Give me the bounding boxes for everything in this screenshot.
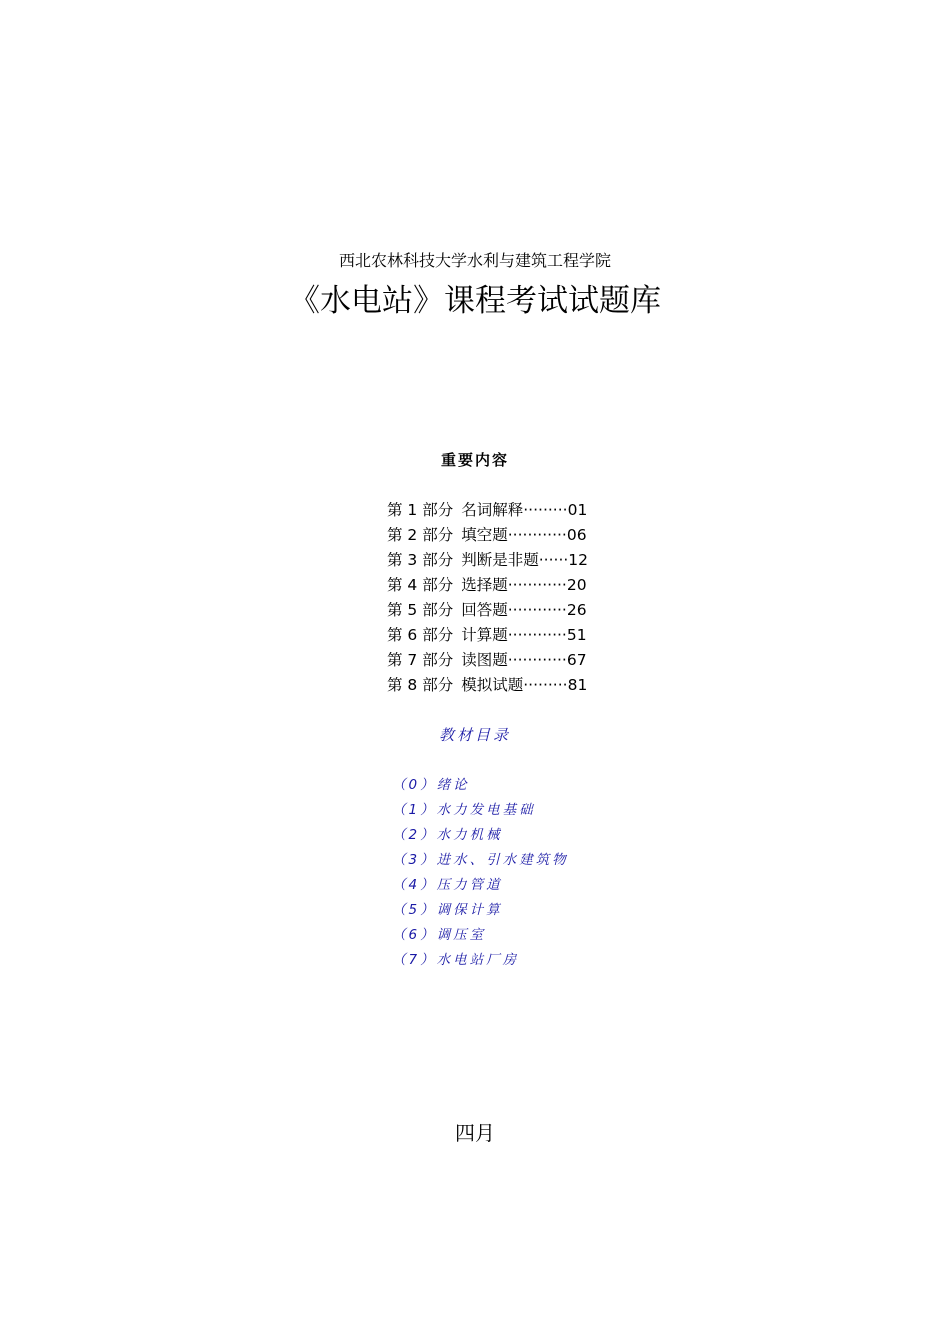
- chapter-item: （5）调保计算: [392, 902, 503, 918]
- toc-item-dots: ············: [507, 576, 567, 594]
- toc-item: [387, 523, 588, 548]
- toc-item: [387, 673, 588, 698]
- toc-item-dots: ·········: [523, 501, 568, 519]
- toc-item-page: 01: [567, 501, 588, 519]
- toc-item-page: 51: [566, 626, 587, 644]
- toc-item-part: 第 6 部分: [387, 626, 454, 644]
- toc-item-dots: ············: [507, 601, 567, 619]
- toc-item-part: 第 4 部分: [387, 576, 454, 594]
- toc-list: [387, 498, 588, 698]
- chapter-item: （0）绪论: [392, 777, 470, 793]
- toc-item-part: 第 2 部分: [387, 526, 454, 544]
- toc-item-name: 读图题: [461, 651, 508, 669]
- toc-item-name: 名词解释: [461, 501, 524, 519]
- chapter-item: （4）压力管道: [392, 877, 503, 893]
- institution-name: 西北农林科技大学水利与建筑工程学院: [338, 251, 611, 270]
- toc-item-name: 模拟试题: [461, 676, 524, 694]
- toc-item-name: 填空题: [461, 526, 508, 544]
- chapter-item: （7）水电站厂房: [392, 952, 520, 968]
- toc-item-page: 26: [566, 601, 587, 619]
- toc-item: [387, 623, 588, 648]
- toc-item-part: 第 7 部分: [387, 651, 454, 669]
- toc-item-page: 06: [566, 526, 587, 544]
- toc-item-page: 12: [568, 551, 589, 569]
- chapter-item: （6）调压室: [392, 927, 487, 943]
- toc-item: [387, 598, 588, 623]
- toc-item: [387, 548, 588, 573]
- toc-heading: 重要内容: [440, 451, 509, 469]
- toc-item-page: 81: [567, 676, 588, 694]
- toc-item-part: 第 3 部分: [387, 551, 454, 569]
- document-title: 《水电站》课程考试试题库: [289, 283, 661, 319]
- toc-item-name: 选择题: [461, 576, 508, 594]
- toc-item-part: 第 5 部分: [387, 601, 454, 619]
- toc-item-dots: ············: [507, 651, 567, 669]
- toc-item: [387, 573, 588, 598]
- chapter-item: （1）水力发电基础: [392, 802, 536, 818]
- toc-item-name: 判断是非题: [461, 551, 539, 569]
- toc-item-name: 回答题: [461, 601, 508, 619]
- chapter-item: （3）进水、引水建筑物: [392, 852, 569, 868]
- chapter-list: [392, 773, 569, 973]
- toc-item-page: 67: [566, 651, 587, 669]
- toc-item-page: 20: [566, 576, 587, 594]
- toc-item-dots: ······: [538, 551, 569, 569]
- toc-item-name: 计算题: [461, 626, 508, 644]
- textbook-heading: 教材目录: [438, 726, 511, 744]
- toc-item-part: 第 8 部分: [387, 676, 454, 694]
- date-month: 四月: [455, 1121, 495, 1145]
- toc-item: [387, 498, 588, 523]
- toc-item-dots: ············: [507, 626, 567, 644]
- chapter-item: （2）水力机械: [392, 827, 503, 843]
- toc-item: [387, 648, 588, 673]
- toc-item-part: 第 1 部分: [387, 501, 454, 519]
- toc-item-dots: ············: [507, 526, 567, 544]
- toc-item-dots: ·········: [523, 676, 568, 694]
